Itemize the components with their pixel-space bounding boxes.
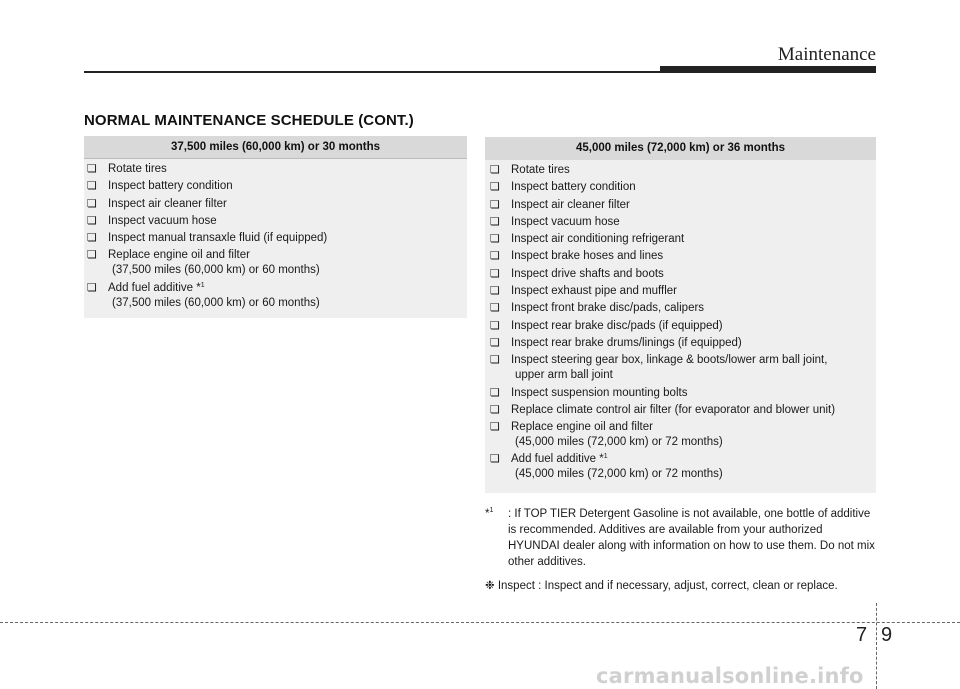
- schedule-item: [490, 232, 876, 247]
- schedule-item: [87, 162, 467, 177]
- schedule-item-text: Inspect brake hoses and lines: [511, 250, 664, 263]
- footer-rule: [0, 622, 960, 623]
- schedule-item-text: Replace engine oil and filter: [108, 249, 250, 262]
- schedule-item: [490, 215, 876, 230]
- schedule-list: [84, 159, 467, 311]
- schedule-list: [485, 160, 876, 482]
- footnote-marker: *$^1$: [485, 507, 494, 520]
- checkbox-icon: ❏: [87, 281, 97, 294]
- schedule-item-text: Inspect battery condition: [108, 180, 233, 193]
- footnote-reference: 1: [603, 453, 608, 461]
- checkbox-icon: ❏: [490, 319, 500, 332]
- checkbox-icon: ❏: [87, 197, 97, 210]
- schedule-item: [87, 248, 467, 278]
- schedule-item-text: Inspect rear brake drums/linings (if equipped): [511, 336, 742, 349]
- schedule-panel-45000: [485, 137, 876, 493]
- checkbox-icon: ❏: [490, 421, 500, 434]
- checkbox-icon: ❏: [490, 285, 500, 298]
- schedule-item: [490, 353, 876, 383]
- checkbox-icon: ❏: [490, 453, 500, 466]
- schedule-heading: 37,500 miles (60,000 km) or 30 months: [84, 136, 467, 159]
- schedule-item-detail: upper arm ball joint: [515, 369, 613, 382]
- schedule-item: [490, 284, 876, 299]
- header-rule: [84, 71, 660, 73]
- schedule-item: [490, 267, 876, 282]
- schedule-item-text: Rotate tires: [511, 164, 570, 176]
- checkbox-icon: ❏: [490, 233, 500, 246]
- schedule-panel-37500: [84, 136, 467, 318]
- schedule-item-text: Inspect air conditioning refrigerant: [511, 233, 685, 246]
- schedule-item: [87, 214, 467, 229]
- schedule-item-text: Inspect air cleaner filter: [511, 198, 630, 211]
- checkbox-icon: ❏: [490, 386, 500, 399]
- schedule-item: [490, 336, 876, 351]
- notes: [485, 506, 876, 594]
- checkbox-icon: ❏: [87, 180, 97, 193]
- checkbox-icon: ❏: [87, 214, 97, 227]
- checkbox-icon: ❏: [490, 198, 500, 211]
- schedule-item-text: Inspect vacuum hose: [108, 214, 217, 227]
- schedule-item: [87, 281, 467, 311]
- schedule-item-text: Inspect front brake disc/pads, calipers: [511, 302, 705, 315]
- schedule-item-text: Inspect vacuum hose: [511, 215, 620, 228]
- checkbox-icon: ❏: [490, 302, 500, 315]
- checkbox-icon: ❏: [490, 250, 500, 263]
- schedule-item-text: Add fuel additive *: [511, 453, 604, 466]
- fuel-additive-footnote: [485, 506, 876, 570]
- schedule-item: [490, 319, 876, 334]
- schedule-item: [490, 403, 876, 418]
- checkbox-icon: ❏: [87, 163, 97, 175]
- page-chapter: 7: [856, 624, 868, 646]
- schedule-heading: 45,000 miles (72,000 km) or 36 months: [485, 137, 876, 160]
- checkbox-icon: ❏: [490, 215, 500, 228]
- checkbox-icon: ❏: [490, 181, 500, 194]
- schedule-item-text: Inspect steering gear box, linkage & boots/lower arm ball joint,: [511, 354, 828, 367]
- schedule-item: [490, 452, 876, 482]
- checkbox-icon: ❏: [87, 249, 97, 262]
- schedule-item: [490, 301, 876, 316]
- schedule-item: [490, 180, 876, 195]
- schedule-item-text: Add fuel additive *: [108, 281, 201, 294]
- schedule-item: [490, 420, 876, 450]
- schedule-item: [87, 197, 467, 212]
- page-number: 9: [881, 624, 893, 646]
- header-rule-accent: [660, 66, 876, 73]
- checkbox-icon: ❏: [87, 232, 97, 245]
- checkbox-icon: ❏: [490, 267, 500, 280]
- schedule-item: [490, 198, 876, 213]
- schedule-item-text: Inspect air cleaner filter: [108, 197, 227, 210]
- schedule-item-text: Replace engine oil and filter: [511, 421, 653, 434]
- chapter-title: Maintenance: [777, 44, 876, 65]
- schedule-item-text: Rotate tires: [108, 163, 167, 175]
- schedule-item-detail: (37,500 miles (60,000 km) or 60 months): [112, 264, 320, 277]
- schedule-item-text: Replace climate control air filter (for evaporator and blower unit): [511, 403, 836, 416]
- footnote-reference: 1: [200, 281, 205, 289]
- schedule-item-text: Inspect suspension mounting bolts: [511, 386, 688, 399]
- watermark: carmanualsonline.info: [596, 664, 864, 688]
- inspect-note: ❉ Inspect : Inspect and if necessary, adjust, correct, clean or replace.: [485, 580, 838, 592]
- checkbox-icon: ❏: [490, 403, 500, 416]
- schedule-item: [87, 179, 467, 194]
- checkbox-icon: ❏: [490, 336, 500, 349]
- schedule-item-text: Inspect battery condition: [511, 181, 636, 194]
- schedule-item-text: Inspect manual transaxle fluid (if equipped): [108, 232, 328, 245]
- schedule-item: [490, 386, 876, 401]
- schedule-item-text: Inspect rear brake disc/pads (if equipped): [511, 319, 723, 332]
- section-title: NORMAL MAINTENANCE SCHEDULE (CONT.): [84, 112, 414, 129]
- schedule-item-text: Inspect drive shafts and boots: [511, 267, 664, 280]
- schedule-item: [490, 163, 876, 178]
- footnote-text: : If TOP TIER Detergent Gasoline is not available, one bottle of additive is recommended. Additives are available from your authorized HYUNDAI dealer along with information on how to use them. Do not mix other additives.: [508, 508, 875, 568]
- checkbox-icon: ❏: [490, 354, 500, 367]
- schedule-item-text: Inspect exhaust pipe and muffler: [511, 285, 678, 298]
- footer-divider: [876, 603, 877, 689]
- schedule-item-detail: (37,500 miles (60,000 km) or 60 months): [112, 296, 320, 309]
- schedule-item-detail: (45,000 miles (72,000 km) or 72 months): [515, 468, 723, 481]
- checkbox-icon: ❏: [490, 164, 500, 176]
- schedule-item: [490, 249, 876, 264]
- schedule-item: [87, 231, 467, 246]
- schedule-item-detail: (45,000 miles (72,000 km) or 72 months): [515, 436, 723, 449]
